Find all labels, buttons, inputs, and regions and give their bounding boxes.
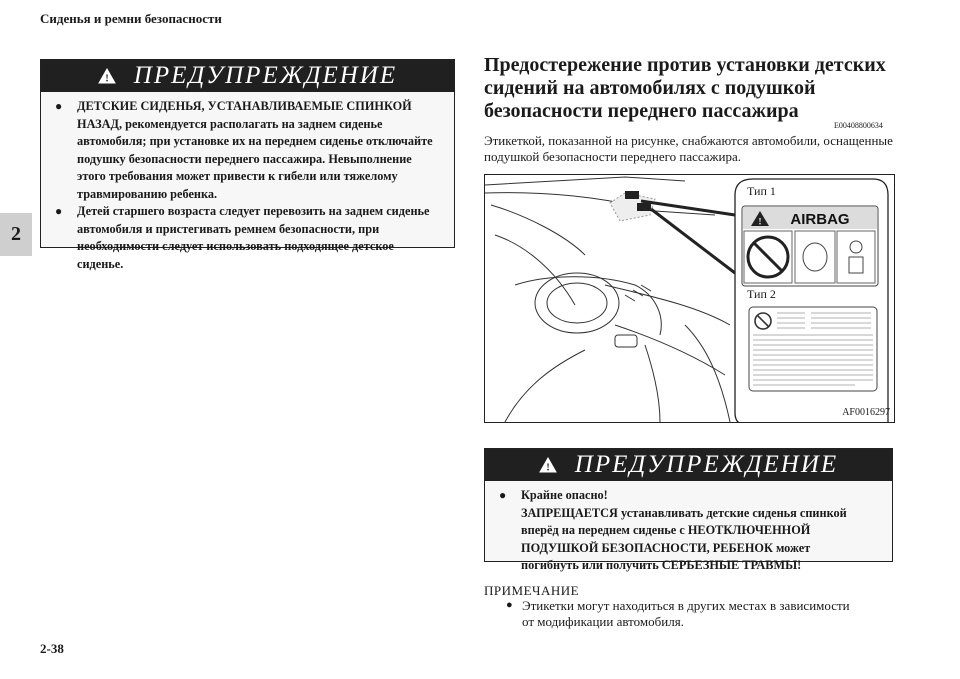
section-body: Этикеткой, показанной на рисунке, снабжаются автомобили, оснащенные подушкой безопасности переднего пассажира. [484,133,893,164]
section-title: Предостережение против установки детских сидений на автомобилях с подушкой безопасности переднего пассажира [484,54,886,122]
warning-box-left [40,59,455,271]
section-code: E00408800634 [834,121,883,130]
type1-label: Тип 1 [747,184,776,198]
bullet-icon: ● [55,204,63,218]
warning-triangle-icon [539,457,557,473]
note-item [506,598,926,629]
warning-item [499,487,884,575]
warning-item [55,98,446,203]
warning-item-text: Крайне опасно! ЗАПРЕЩАЕТСЯ устанавливать детские сиденья спинкой вперёд на переднем сиденье с НЕОТКЛЮЧЕННОЙ ПОДУШКОЙ БЕЗОПАСНОСТИ, РЕБЕНОК может погибнуть или получить СЕРЬЕЗНЫЕ ТРАВМЫ! [521,488,847,572]
warning-item-text: Детей старшего возраста следует перевозить на заднем сиденье автомобиля и пристегивать ремнем безопасности, при необходимости следует использовать подходящее детское сиденье. [77,204,430,271]
type2-airbag-label [749,307,877,391]
warning-triangle-icon [98,68,116,84]
svg-text:!: ! [758,216,762,227]
figure-code: AF0016297 [842,407,890,418]
airbag-text: AIRBAG [790,211,850,228]
warning-item-text: ДЕТСКИЕ СИДЕНЬЯ, УСТАНАВЛИВАЕМЫЕ СПИНКОЙ НАЗАД, рекомендуется располагать на заднем сиденье автомобиля; при установке их на переднем сиденье отключайте подушку безопасности переднего пассажира. Невыполнение этого требования может привести к гибели или тяжелому травмированию ребенка. [77,99,433,201]
type2-label: Тип 2 [747,287,776,301]
warning-header [485,449,892,481]
note-item-text: Этикетки могут находиться в других местах в зависимости от модификации автомобиля. [522,598,850,629]
note-label: ПРИМЕЧАНИЕ [484,583,580,598]
warning-list [41,92,454,279]
warning-box-right [484,448,893,572]
warning-list [485,481,892,581]
page-number: 2-38 [40,641,64,656]
svg-text:!: ! [105,73,109,84]
airbag-label-figure [484,174,895,423]
bullet-icon: ● [499,488,507,502]
bullet-icon: ● [506,599,513,611]
warning-title: ПРЕДУПРЕЖДЕНИЕ [133,62,398,89]
dashboard-illustration [485,175,894,422]
warning-title: ПРЕДУПРЕЖДЕНИЕ [574,451,839,478]
svg-text:!: ! [546,462,550,473]
warning-header [41,60,454,92]
chapter-tab: 2 [0,213,32,256]
header-title: Сиденья и ремни безопасности [40,11,222,26]
warning-item [55,203,446,273]
bullet-icon: ● [55,99,63,113]
